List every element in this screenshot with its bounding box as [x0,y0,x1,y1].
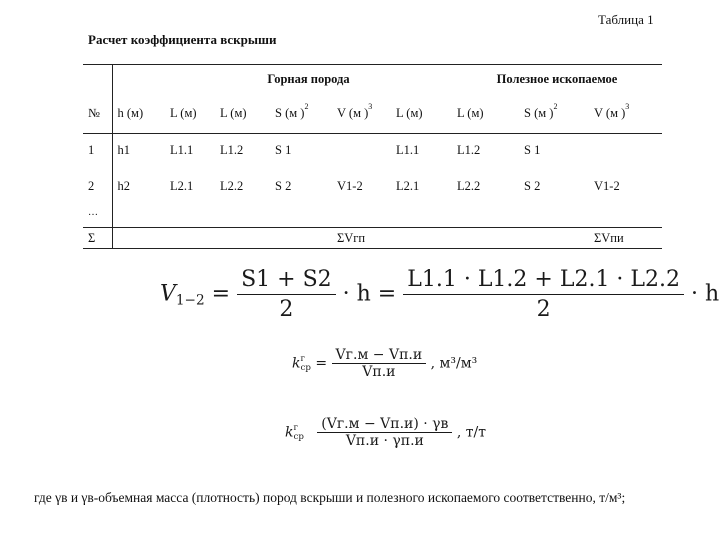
cell-v: V1-2 [337,178,363,193]
cell-v [332,134,391,168]
formula-v-mid: · h = [342,281,397,307]
formula-v-fraction-2 [403,267,684,322]
col-header-v-rock [332,93,391,134]
group-header-mineral: Полезное ископаемое [452,65,662,94]
cell-s: S 1 [275,143,292,157]
cell-v2 [589,134,662,168]
col-header-v-mineral-exp: 3 [625,101,630,111]
col-header-s-rock-exp: 2 [304,101,309,111]
formula-k1-den: Vп.и [362,364,396,380]
col-header-s-rock-label: S (м ) [275,106,305,121]
formula-k1-eq: = [315,355,328,372]
formula-k1-sup: г [300,353,306,364]
formula-k2-den: Vп.и · γп.и [345,433,424,449]
col-header-s-rock [270,93,332,134]
col-header-l4: L (м) [452,93,519,134]
formula-v-den1: 2 [279,297,294,322]
cell-l2: L1.2 [220,143,244,157]
cell-l1: L2.1 [170,178,194,193]
col-header-no: № [83,93,112,134]
row-ellipsis: … [88,207,98,218]
formula-k2-num: (Vг.м − Vп.и) · γв [317,416,452,433]
formula-v-lhs-sub: 1−2 [175,292,205,309]
table-number: Таблица 1 [598,12,654,27]
col-header-v-mineral-label: V (м ) [594,106,626,121]
formula-k1-unit: , м³/м³ [430,355,478,372]
formula-k1-symbol: k [292,355,301,372]
sum-rock: ΣVгп [332,228,391,249]
col-header-l1: L (м) [165,93,215,134]
formula-v-tail: · h [691,281,720,307]
cell-no: 2 [88,178,95,193]
cell-l4: L1.2 [457,143,481,157]
formula-k2-unit: , т/т [456,424,486,441]
stripping-ratio-mass-formula [285,416,486,449]
cell-s2: S 1 [524,143,541,157]
col-header-s-mineral [519,93,589,134]
formula-k2-fraction [317,416,452,449]
table-row [83,205,662,228]
density-note: где γв и γв-объемная масса (плотность) пород вскрыши и полезного ископаемого соответственно, т/м³; [34,490,626,505]
cell-s2: S 2 [524,178,541,193]
cell-l3: L1.1 [396,143,420,157]
volume-formula: $V_{1-2}$ = $\frac{S1 + S2}{2}$ · h = $\frac{L1.1 \cdot L1.2 + L2.1 \cdot L2.2}{2}$ · h [160,267,720,322]
formula-k1-num: Vг.м − Vп.и [332,347,427,364]
col-header-s-mineral-exp: 2 [553,101,558,111]
cell-h: h2 [112,167,165,205]
cell-l4: L2.2 [457,178,481,193]
cell-no: 1 [88,143,95,157]
formula-v-lhs: V [160,281,176,307]
sum-row [83,228,662,249]
col-header-h: h (м) [112,93,165,134]
table-title: Расчет коэффициента вскрыши [88,32,277,47]
table-row [83,167,662,205]
formula-k1-sub: ср [300,362,311,373]
overburden-table [83,64,662,249]
formula-v-num1: S1 + S2 [237,267,336,295]
formula-k1-fraction [332,347,427,380]
sum-mineral: ΣVпи [589,228,662,249]
formula-k2-sup: г [293,422,299,433]
cell-l1: L1.1 [170,143,194,157]
cell-l2: L2.2 [220,178,244,193]
cell-s: S 2 [275,178,292,193]
cell-l3: L2.1 [396,178,420,193]
stripping-ratio-volume-formula [292,347,477,380]
col-header-v-rock-label: V (м ) [337,106,369,121]
formula-v-den2: 2 [536,297,551,322]
col-header-v-rock-exp: 3 [368,101,373,111]
formula-k2-symbol: k [285,424,294,441]
cell-h: h1 [112,134,165,168]
col-header-l3: L (м) [391,93,452,134]
sum-symbol: Σ [83,228,112,249]
formula-k2-sub: ср [293,431,304,442]
group-header-rock: Горная порода [165,65,452,94]
formula-v-num2: L1.1 · L1.2 + L2.1 · L2.2 [403,267,684,295]
col-header-v-mineral [589,93,662,134]
cell-v2: V1-2 [594,178,620,193]
col-header-l2: L (м) [215,93,270,134]
table-row [83,134,662,168]
formula-v-fraction-1 [237,267,336,322]
col-header-s-mineral-label: S (м ) [524,106,554,121]
